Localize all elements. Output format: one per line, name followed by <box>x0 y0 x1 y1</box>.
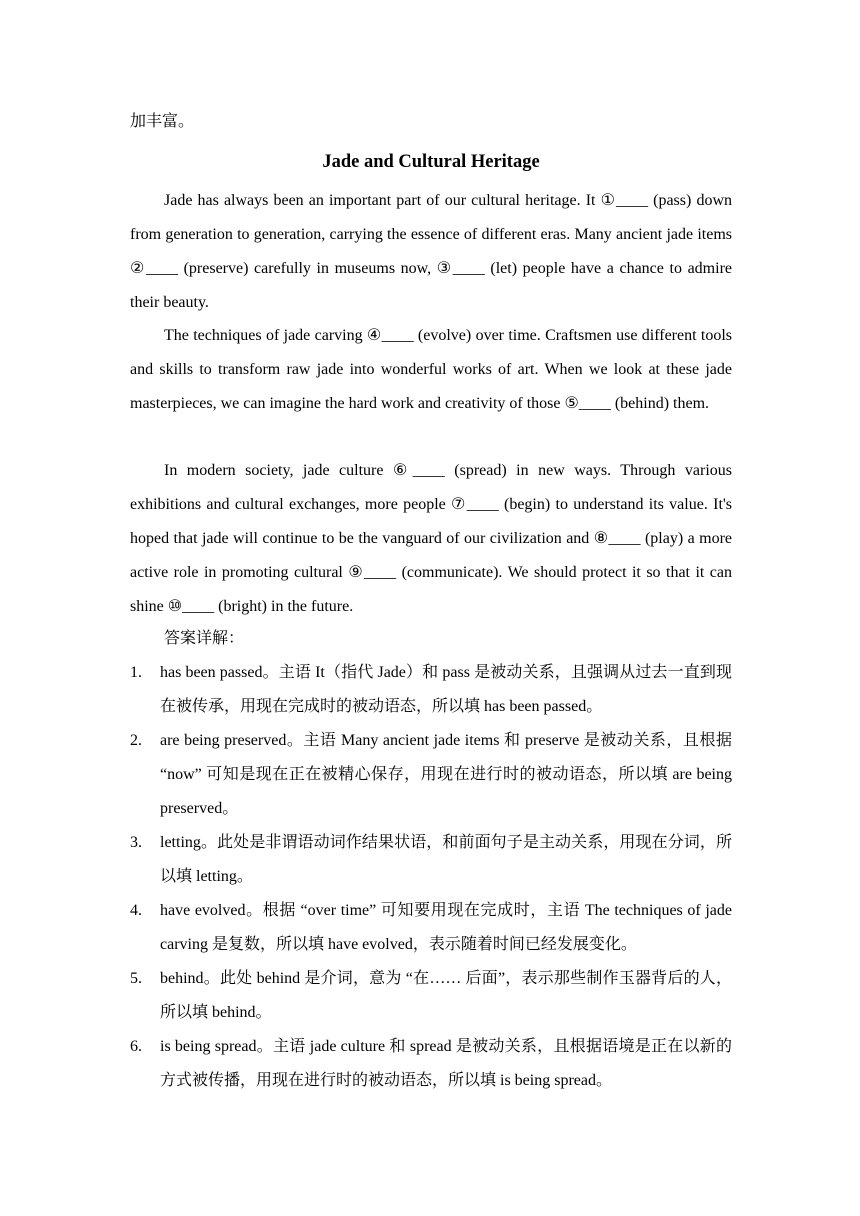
passage-title: Jade and Cultural Heritage <box>322 152 540 172</box>
answer-item <box>130 1030 732 1098</box>
answer-list <box>130 656 732 1098</box>
answer-text: behind。此处 behind 是介词，意为 “在…… 后面”，表示那些制作玉器背后的人，所以填 behind。 <box>160 970 732 1021</box>
intro-tail-text: 加丰富。 <box>130 113 195 130</box>
answer-item <box>130 724 732 826</box>
answer-number: 4. <box>130 902 142 919</box>
paragraph-1: Jade has always been an important part of our cultural heritage. It ①____ (pass) down from generation to generation, carrying the essence of different eras. Many ancient jade items ②____ (preserve) carefully in museums now, ③____ (let) people have a chance to admire their beauty. <box>130 192 732 311</box>
answer-text: letting。此处是非谓语动词作结果状语，和前面句子是主动关系，用现在分词，所以填 letting。 <box>160 834 732 885</box>
answer-number: 6. <box>130 1038 142 1055</box>
answer-item <box>130 826 732 894</box>
paragraph-3: In modern society, jade culture ⑥____ (spread) in new ways. Through various exhibitions and cultural exchanges, more people ⑦____ (begin) to understand its value. It's hoped that jade will continue to be the vanguard of our civilization and ⑧____ (play) a more active role in promoting cultural ⑨____ (communicate). We should protect it so that it can shine ⑩____ (bright) in the future. <box>130 462 732 615</box>
answer-text: is being spread。主语 jade culture 和 spread 是被动关系，且根据语境是正在以新的方式被传播，用现在进行时的被动语态，所以填 is being spread。 <box>160 1038 732 1089</box>
answer-text: are being preserved。主语 Many ancient jade items 和 preserve 是被动关系，且根据 “now” 可知是现在正在被精心保存，用现在进行时的被动语态，所以填 are being preserved。 <box>160 732 732 817</box>
answer-item <box>130 894 732 962</box>
answer-text: has been passed。主语 It（指代 Jade）和 pass 是被动关系，且强调从过去一直到现在被传承，用现在完成时的被动语态，所以填 has been passed。 <box>160 664 732 715</box>
answer-number: 1. <box>130 664 142 681</box>
answers-heading: 答案详解： <box>164 630 245 647</box>
answer-number: 2. <box>130 732 142 749</box>
answer-number: 5. <box>130 970 142 987</box>
paragraph-2: The techniques of jade carving ④____ (evolve) over time. Craftsmen use different tools and skills to transform raw jade into wonderful works of art. When we look at these jade masterpieces, we can imagine the hard work and creativity of those ⑤____ (behind) them. <box>130 327 732 412</box>
answer-item <box>130 656 732 724</box>
answer-text: have evolved。根据 “over time” 可知要用现在完成时，主语 The techniques of jade carving 是复数，所以填 have evolved，表示随着时间已经发展变化。 <box>160 902 732 953</box>
answer-number: 3. <box>130 834 142 851</box>
answer-item <box>130 962 732 1030</box>
